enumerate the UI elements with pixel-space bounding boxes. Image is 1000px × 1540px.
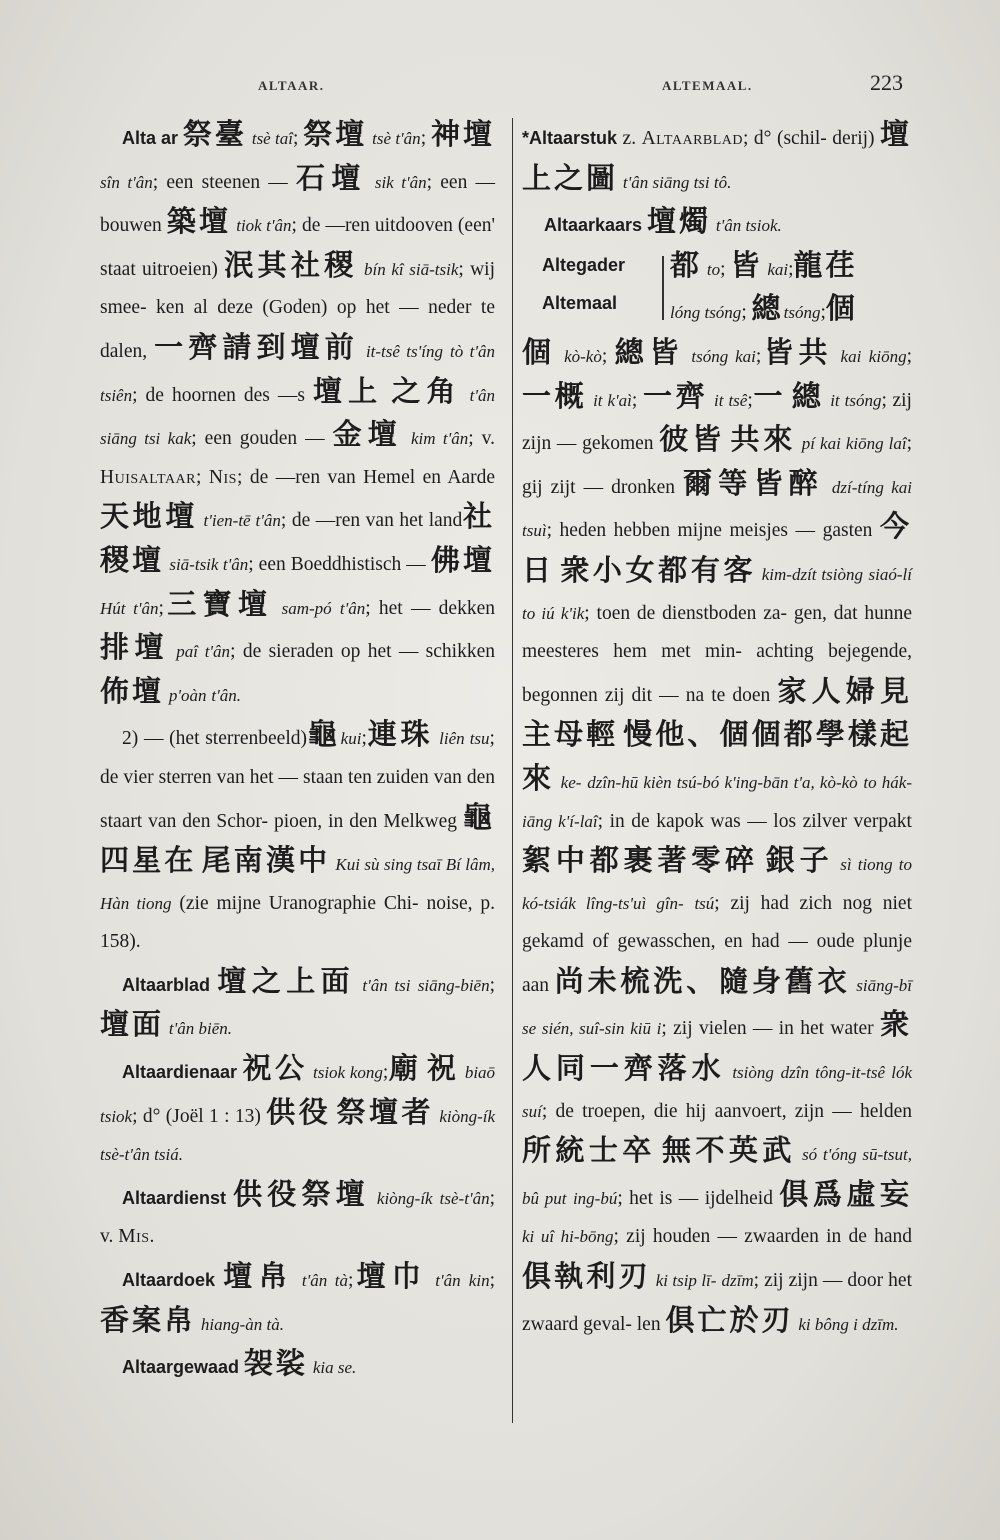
- romanization: it tsê: [714, 390, 748, 410]
- romanization: Kui sù sing tsaī Bí lâm,: [335, 855, 495, 875]
- definition-text: ; gij zijt — dronken: [522, 433, 913, 498]
- romanization: tsè taî: [251, 129, 293, 148]
- chinese-text: 總皆: [614, 334, 684, 369]
- romanization: tsiòng: [732, 1063, 774, 1083]
- chinese-text: 總: [791, 378, 825, 413]
- chinese-text: 所統士卒: [522, 1133, 656, 1168]
- romanization: paî t'ân: [176, 642, 231, 662]
- romanization: t'ân tsi: [362, 975, 411, 995]
- romanization: kiòng-ík tsè-t'ân tsiá.: [100, 1106, 496, 1165]
- entry-altaarstuk: [522, 115, 912, 202]
- chinese-text: 都: [670, 247, 703, 282]
- definition-text: ; een — bouwen: [100, 171, 496, 237]
- romanization: t'ien-tē t'ân: [203, 511, 281, 531]
- romanization: pí kai kiōng laî: [801, 434, 907, 454]
- romanization: kin: [468, 1271, 490, 1291]
- definition-text: ; de: [230, 641, 262, 663]
- headword: Altemaal: [542, 293, 618, 314]
- romanization: ki bông i dzīm.: [798, 1314, 899, 1334]
- chinese-text: 天地壇: [100, 499, 198, 534]
- chinese-text: 築壇: [166, 204, 232, 239]
- romanization: ing-bú: [572, 1188, 618, 1208]
- chinese-text: 香案帛: [100, 1302, 197, 1337]
- chinese-text: 爾等皆醉: [683, 465, 824, 500]
- romanization: tiok t'ân: [236, 216, 292, 236]
- romanization: ki uî hi-bōng: [522, 1227, 614, 1247]
- romanization: se sién, suî-sin kiū i: [522, 1019, 662, 1039]
- chinese-text: 俱執利刃: [522, 1259, 651, 1294]
- chinese-text: 之角: [391, 373, 462, 408]
- romanization: ke-: [560, 772, 582, 792]
- left-column: [100, 115, 495, 1388]
- cross-reference: Mis.: [118, 1226, 155, 1248]
- headword: Altaarblad: [122, 974, 211, 995]
- chinese-text: 家人婦見主母輕: [522, 673, 913, 752]
- chinese-text: 尾南漢中: [201, 843, 331, 878]
- headword: Altegader: [542, 254, 626, 275]
- definition-text: de —ren uitdooven (een' staat uitroeien): [100, 215, 495, 280]
- romanization: kai: [840, 346, 862, 366]
- romanization: kai: [767, 259, 789, 279]
- definition-text: ; heden: [546, 520, 607, 542]
- romanization: ki tsip lī-: [655, 1271, 717, 1291]
- chinese-text: 祭壇: [303, 117, 368, 151]
- definition-text: pioen, in den Melkweg: [273, 810, 458, 832]
- romanization: kui: [340, 729, 362, 749]
- definition-text: ; een steenen —: [152, 171, 288, 193]
- romanization: sik t'ân: [374, 172, 427, 192]
- chinese-text: 壇上: [313, 373, 384, 408]
- romanization: dzîn-hū kièn tsú-bó k'ing-bān t'a, kò-kò: [587, 772, 858, 792]
- chinese-text: 龜四星在: [100, 799, 496, 878]
- romanization: liên tsu: [439, 729, 490, 749]
- romanization: dzīm: [721, 1271, 754, 1291]
- page-number: 223: [870, 70, 903, 95]
- chinese-text: 一齊: [642, 378, 709, 413]
- romanization: t'ân: [435, 1271, 461, 1291]
- entry-altemaal-body: 個 kò-kò; 總皆 tsóng kai;皆共 kai kiōng; 一概 it k'aì; 一齊 it tsê;一 總 it tsóng; zij zijn — gekomen 彼皆 共來 pí kai kiōng laî; gij zijt — dronken 爾等皆醉 dzí-tíng kai tsuì; heden hebben mijne meisjes — gasten 今日 衆小女都有客 kim-dzít tsiòng siaó-lí to iú k'ik; toen de dienstboden za- gen, dat hunne meesteres hem met min- achting bejegende, begonnen zij dit — na te doen 家人婦見主母輕 慢他、個個都學樣起來 ke- dzîn-hū kièn tsú-bó k'ing-bān t'a, kò-kò to hák-iāng k'í-laî; in de kapok was — los zilver verpakt 絮中都裹著零碎 銀子 sì tiong to kó-tsiák lîng-ts'uì gîn- tsú; zij had zich nog niet gekamd of gewasschen, en had — oude plunje aan 尚未梳洗、隨身舊衣 siāng-bī se sién, suî-sin kiū i; zij vielen — in het water 衆人同一齊落水 tsiòng dzîn tông-it-tsê lók suí; de troepen, die hij aanvoert, zijn — helden 所統士卒 無不英武 só t'óng sū-tsut, bû put ing-bú; het is — ijdelheid 俱爲虛妄 ki uî hi-bōng; zij houden — zwaarden in de hand 俱執利刃 ki tsip lī- dzīm; zij zijn — door het zwaard geval- len 俱亡於刃 ki bông i dzīm.: [522, 334, 913, 1337]
- romanization: tsè-t'ân: [439, 1188, 490, 1208]
- chinese-text: 衆小女都有客: [560, 552, 757, 587]
- definition-text: ten zuiden van den staart van den Schor-: [100, 766, 496, 832]
- chinese-text: 供役: [266, 1094, 332, 1129]
- romanization: to hák-iāng k'í-laî: [522, 772, 912, 831]
- definition-text: ; toen de dienstboden za-: [584, 602, 788, 624]
- romanization: it-tsê ts'íng: [365, 341, 444, 361]
- definition-text: noise, p. 158).: [100, 892, 496, 953]
- column-rule: [512, 118, 513, 1423]
- headword: Altaardienaar: [122, 1062, 238, 1083]
- romanization: kim t'ân: [410, 429, 469, 449]
- definition-text: ; de vier sterren van het — staan: [100, 728, 495, 788]
- chinese-text: 稷壇: [100, 542, 165, 577]
- definition-text: —: [406, 553, 426, 575]
- romanization: sîn t'ân: [100, 172, 153, 192]
- definition-text: ; de hoornen des —s: [132, 384, 305, 406]
- definition-text: water: [830, 1018, 874, 1040]
- chinese-text: 無不英武: [662, 1133, 796, 1168]
- chinese-text: 祝: [426, 1051, 460, 1086]
- entry-altemaal-heads: Altegader Altemaal 都 to; 皆 kai;龍荏 lóng tsóng; 總tsóng;個: [542, 247, 858, 326]
- definition-text: gen, dat hunne meesteres hem met min-: [522, 602, 912, 663]
- romanization: t'ân tà: [301, 1271, 348, 1291]
- definition-text: ; v.: [468, 428, 496, 450]
- definition-text: dalen,: [100, 340, 148, 362]
- definition-text: hebben mijne meisjes — gasten: [613, 520, 873, 542]
- chinese-text: 皆共: [761, 334, 834, 369]
- definition-text: ; het is — ijdelheid: [617, 1187, 773, 1209]
- chinese-text: 連珠: [366, 717, 434, 752]
- chinese-text: 今日: [522, 509, 913, 587]
- definition-text: de —ren van Hemel en Aarde: [249, 466, 496, 488]
- romanization: it tsóng: [830, 390, 882, 410]
- romanization: biaō tsiok: [100, 1063, 496, 1126]
- chinese-text: 尚未梳洗、隨身舊衣: [554, 963, 851, 998]
- definition-text: len: [636, 1313, 661, 1335]
- headword: *Altaarstuk: [522, 128, 618, 148]
- definition-text: ; de —ren van het land: [280, 510, 463, 532]
- chinese-text: 石壇: [296, 160, 367, 195]
- cross-reference: Altaarblad: [641, 128, 744, 149]
- entry-altaardoek: Altaardoek 壇帛 t'ân tà;壇巾 t'ân kin; 香案帛 hiang-àn tà.: [100, 1259, 495, 1337]
- romanization: siā-tsik t'ân: [169, 554, 249, 574]
- romanization: kiōng: [868, 346, 907, 366]
- definition-text: ; d° (schil-: [743, 128, 827, 149]
- chinese-text: 共來: [730, 422, 797, 457]
- chinese-text: 社: [462, 499, 495, 534]
- running-head-left: ALTAAR.: [258, 78, 325, 93]
- romanization: t'ân tsiok.: [715, 216, 782, 236]
- chinese-text: 絮中都裹著零碎: [522, 843, 760, 878]
- entry-altaar-sense-2: 2) — (het sterrenbeeld)龜kui;連珠 liên tsu; de vier sterren van het — staan ten zuiden van den staart van den Schor- pioen, in den Melkweg 龜四星在 尾南漢中 Kui sù sing tsaī Bí lâm, Hàn tiong (zie mijne Uranographie Chi- noise, p. 158).: [100, 717, 496, 953]
- romanization: sam-pó: [281, 598, 332, 618]
- chinese-text: 佛壇: [430, 542, 495, 577]
- chinese-text: 龍荏: [793, 247, 858, 282]
- romanization: dzîn tông-it-tsê lók suí: [522, 1063, 912, 1121]
- romanization: siaó-lí to iú k'ik: [522, 564, 912, 623]
- definition-text: ; zij vielen — in het: [661, 1018, 825, 1040]
- headword: Altaardienst: [122, 1187, 227, 1208]
- chinese-text: 祭臺: [182, 117, 247, 151]
- entry-altaar: Alta ar 祭臺 tsè taî; 祭壇 tsè t'ân; 神壇 sîn t'ân; een steenen — 石壇 sik t'ân; een — bouwen 築壇 tiok t'ân; de —ren uitdooven (een' staat uitroeien) 泯其社稷 bín kî siā-tsik; wij smee- ken al deze (Goden) op het — neder te dalen, 一齊請到壇前 it-tsê ts'íng tò t'ân tsiên; de hoornen des —s 壇上 之角 t'ân siāng tsi kak; een gouden — 金壇 kim t'ân; v. Huisaltaar; Nis; de —ren van Hemel en Aarde天地壇 t'ien-tē t'ân; de —ren van het land社 稷壇 siā-tsik t'ân; een Boeddhistisch — 佛壇 Hút t'ân;三寶壇 sam-pó t'ân; het — dekken 排壇 paî t'ân; de sieraden op het — schikken 佈壇 p'oàn t'ân.: [100, 117, 496, 708]
- headword: Alta ar: [122, 128, 179, 148]
- definition-text: in de hand: [826, 1226, 913, 1248]
- chinese-text: 慢他、個個都學樣起來: [522, 717, 912, 795]
- chinese-text: 壇上之圖: [522, 117, 913, 195]
- definition-text: achting bejegende, begonnen zij dit —: [522, 641, 913, 706]
- romanization: só t'óng sū-tsut, bû put: [522, 1145, 912, 1208]
- cross-reference: Huisaltaar: [100, 466, 197, 488]
- romanization: it k'aì: [593, 390, 632, 410]
- chinese-text: 一齊請到壇前: [154, 329, 359, 364]
- chinese-text: 皆: [730, 247, 763, 282]
- romanization: siāng-bī: [856, 975, 912, 995]
- romanization: siāng-biēn: [417, 975, 490, 995]
- definition-text: ; het — dekken: [365, 597, 495, 619]
- entry-altaardienaar: Altaardienaar 祝公 tsiok kong;廟 祝 biaō tsiok; d° (Joël 1 : 13) 供役 祭壇者 kiòng-ík tsè-t'ân tsiá.: [100, 1051, 496, 1165]
- definition-text: ; zij had zich nog niet gekamd of: [522, 892, 912, 953]
- entry-altaargewaad: [100, 1344, 495, 1388]
- brace-line: [662, 256, 664, 320]
- headword: Altaardoek: [122, 1270, 216, 1291]
- definition-text: na te doen: [685, 684, 771, 706]
- chinese-text: 俱爲虛妄: [779, 1176, 913, 1211]
- chinese-text: 廟: [388, 1051, 422, 1086]
- chinese-text: 金壇: [332, 417, 403, 452]
- romanization: tsóng: [783, 303, 821, 323]
- romanization: dzí-tíng kai tsuì: [522, 477, 913, 541]
- romanization: tsú: [694, 893, 715, 913]
- definition-text: ; v.: [100, 1187, 495, 1248]
- definition-text: sieraden op het — schikken: [268, 641, 495, 663]
- chinese-text: 衆人同一齊落水: [522, 1007, 913, 1086]
- definition-text: z.: [622, 128, 637, 149]
- romanization: tsiok kong: [312, 1063, 383, 1083]
- chinese-text: 俱亡於刃: [665, 1302, 794, 1337]
- romanization: to: [706, 259, 721, 279]
- chinese-text: 一: [752, 378, 787, 413]
- definition-text: ; wij smee-: [100, 258, 495, 319]
- chinese-text: 泯其社稷: [224, 247, 358, 282]
- right-column: [522, 115, 912, 1344]
- romanization: kia se.: [312, 1358, 357, 1378]
- definition-text: ; zij zijn — door het zwaard geval-: [522, 1270, 913, 1335]
- chinese-text: 祭壇者: [336, 1094, 434, 1129]
- romanization: sì tiong to kó-tsiák lîng-ts'uì gîn-: [522, 855, 913, 913]
- chinese-text: 壇面: [100, 1007, 165, 1042]
- romanization: p'oàn: [168, 685, 207, 705]
- entry-altaardienst: [100, 1175, 495, 1257]
- romanization: tò t'ân tsiên: [100, 341, 495, 405]
- chinese-text: 一概: [522, 378, 588, 413]
- romanization: t'ân.: [211, 685, 242, 705]
- chinese-text: 彼皆: [659, 422, 725, 457]
- chinese-text: 壇之上面: [217, 963, 356, 998]
- romanization: tsóng kai: [691, 346, 756, 366]
- chinese-text: 個: [522, 334, 557, 369]
- definition-text: ; de troepen, die hij: [541, 1100, 707, 1122]
- definition-text: ; d° (Joël 1 : 13): [132, 1105, 261, 1127]
- chinese-text: 袈裟: [243, 1346, 308, 1381]
- romanization: Hàn tiong: [100, 893, 172, 913]
- romanization: t'ân: [339, 598, 366, 618]
- chinese-text: 總: [751, 291, 784, 326]
- romanization: t'ân siāng tsi tô.: [622, 172, 732, 192]
- romanization: kiòng-ík: [376, 1188, 433, 1208]
- chinese-text: 排壇: [100, 630, 169, 665]
- headword: Altaargewaad: [122, 1357, 240, 1378]
- definition-text: ; een Boeddhistisch: [248, 553, 402, 575]
- romanization: t'ân biēn.: [168, 1019, 233, 1039]
- definition-text: (zie mijne Uranographie Chi-: [179, 892, 419, 914]
- chinese-text: 神壇: [431, 117, 496, 151]
- definition-text: derij): [832, 128, 875, 149]
- romanization: bín kî siā-tsik: [363, 259, 459, 279]
- chinese-text: 銀子: [765, 843, 834, 878]
- definition-text: ; zij zijn — gekomen: [522, 389, 912, 455]
- definition-text: zilver verpakt: [802, 810, 912, 832]
- chinese-text: 佈壇: [100, 673, 165, 708]
- chinese-text: 龜: [306, 717, 341, 752]
- romanization: hiang-àn tà.: [200, 1314, 284, 1334]
- definition-text: ; in de kapok was — los: [597, 810, 797, 832]
- cross-reference: Nis: [208, 466, 237, 488]
- chinese-text: 個: [825, 291, 858, 326]
- definition-text: gewasschen, en had — oude plunje aan: [522, 931, 912, 996]
- definition-text: ; een gouden —: [191, 428, 325, 450]
- chinese-text: 壇巾: [353, 1259, 428, 1294]
- chinese-text: 供役祭壇: [233, 1176, 370, 1211]
- chinese-text: 三寶壇: [163, 586, 274, 621]
- romanization: Hút t'ân: [100, 598, 159, 618]
- romanization: kò-kò: [564, 346, 602, 366]
- headword: Altaarkaars: [544, 215, 643, 236]
- romanization: tsè t'ân: [372, 129, 421, 148]
- chinese-text: 祝公: [242, 1051, 308, 1086]
- definition-text: aanvoert, zijn — helden: [714, 1100, 912, 1122]
- romanization: lóng tsóng: [670, 303, 742, 323]
- definition-text: 2) — (het sterrenbeeld): [122, 728, 307, 750]
- entry-altaarkaars: [522, 202, 912, 246]
- romanization: kim-dzít tsiòng: [761, 564, 863, 584]
- definition-text: ken al deze (Goden) op het — neder te: [156, 297, 495, 319]
- entry-altaarblad: Altaarblad 壇之上面 t'ân tsi siāng-biēn; 壇面 t'ân biēn.: [100, 963, 496, 1042]
- running-head-right: ALTEMAAL.: [662, 78, 753, 93]
- chinese-text: 壇帛: [223, 1259, 294, 1294]
- definition-text: ; zij houden — zwaarden: [613, 1226, 819, 1248]
- chinese-text: 壇燭: [646, 204, 711, 239]
- romanization: t'ân siāng tsi kak: [100, 385, 496, 449]
